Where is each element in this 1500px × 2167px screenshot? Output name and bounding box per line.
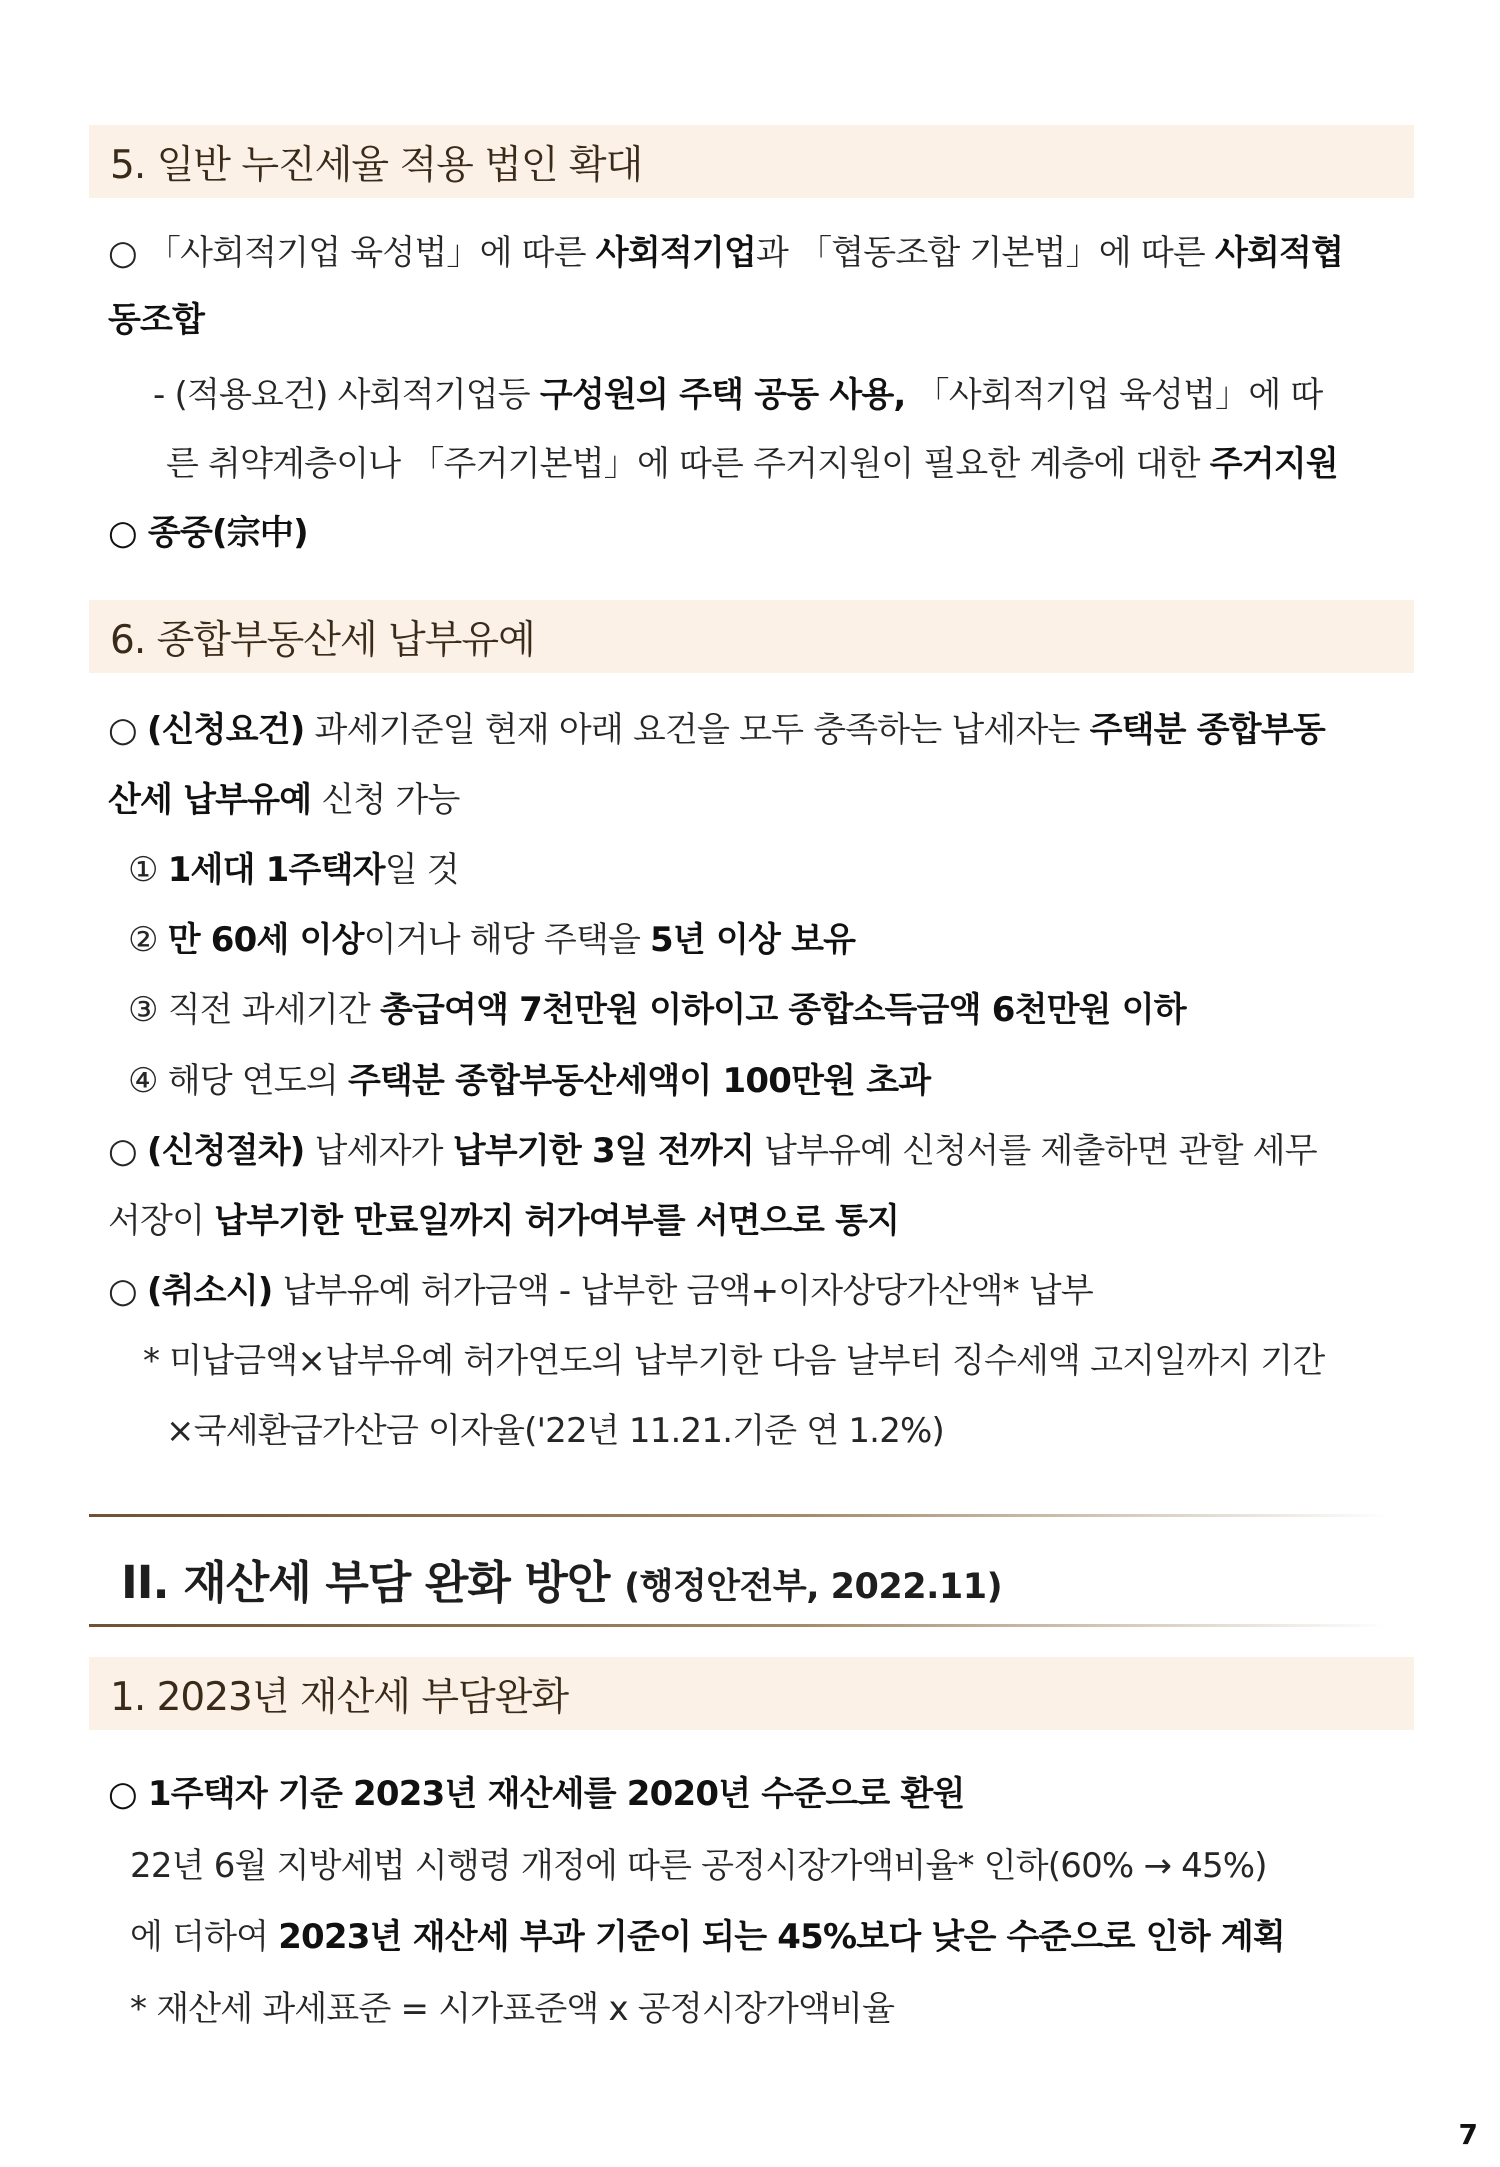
s5-dash-item-cont	[166, 441, 1338, 487]
text-run: ③ 직전 과세기간	[128, 990, 380, 1030]
bold-run: 동조합	[108, 300, 205, 340]
text-run: ○	[108, 1271, 147, 1311]
bold-run: ○ 종중(宗中)	[108, 513, 308, 553]
s5-paragraph-1	[108, 230, 1343, 276]
text-run: ④ 해당 연도의	[128, 1061, 348, 1101]
p2s1-footnote: * 재산세 과세표준 = 시가표준액 x 공정시장가액비율	[130, 1989, 895, 2029]
part-2-section-1-title: 1. 2023년 재산세 부담완화	[110, 1674, 569, 1720]
bold-run: 구성원의 주택 공동 사용,	[539, 375, 906, 415]
page-number: 7	[1458, 2118, 1478, 2151]
bold-run: 사회적협	[1214, 233, 1344, 273]
s5-paragraph-2	[108, 510, 308, 556]
s6-paragraph-1-cont	[108, 777, 460, 823]
section-6-title: 6. 종합부동산세 납부유예	[110, 617, 535, 663]
text-run: 과 「협동조합 기본법」에 따른	[756, 233, 1215, 273]
s6-footnote-1: * 미납금액×납부유예 허가연도의 납부기한 다음 날부터 징수세액 고지일까지 기간	[143, 1341, 1325, 1381]
text-run: 신청 가능	[311, 780, 460, 820]
s5-paragraph-1-cont	[108, 297, 204, 343]
divider-bottom	[89, 1624, 1389, 1627]
section-6-header	[89, 600, 1414, 673]
p2s1-line-2	[130, 1914, 1285, 1960]
part-2-title-text: II. 재산세 부담 완화 방안	[121, 1556, 610, 1609]
s6-footnote-2: ×국세환급가산금 이자율('22년 11.21.기준 연 1.2%)	[166, 1411, 944, 1451]
text-run: ○ 「사회적기업 육성법」에 따른	[108, 233, 596, 273]
text-run: 에 더하여	[130, 1917, 279, 1957]
s6-condition-2	[128, 917, 855, 963]
bold-run: 2023년 재산세 부과 기준이 되는 45%보다 낮은 수준으로 인하 계획	[278, 1917, 1285, 1957]
bold-run: 총급여액 7천만원 이하이고 종합소득금액 6천만원 이하	[379, 990, 1186, 1030]
p2s1-paragraph-1	[108, 1771, 965, 1817]
bold-run: 주택분 종합부동	[1089, 710, 1325, 750]
bold-run: 1세대 1주택자	[167, 850, 385, 890]
bold-run: 납부기한 3일 전까지	[452, 1131, 755, 1171]
text-run: 이거나 해당 주택을	[363, 920, 651, 960]
bold-run: (취소시)	[146, 1271, 273, 1311]
text-run: 른 취약계층이나 「주거기본법」에 따른 주거지원이 필요한 계층에 대한	[166, 444, 1210, 484]
bold-run: (신청요건)	[146, 710, 305, 750]
s6-condition-1	[128, 847, 459, 893]
text-run: 납부유예 신청서를 제출하면 관할 세무	[754, 1131, 1317, 1171]
s6-paragraph-1	[108, 707, 1325, 753]
bold-run: 사회적기업	[595, 233, 757, 273]
s6-condition-4	[128, 1058, 930, 1104]
p2s1-line-1: 22년 6월 지방세법 시행령 개정에 따른 공정시장가액비율* 인하(60% → 45%)	[130, 1846, 1267, 1886]
bold-run: ○ 1주택자 기준 2023년 재산세를 2020년 수준으로 환원	[108, 1774, 965, 1814]
divider-top	[89, 1514, 1389, 1517]
bold-run: 주거지원	[1209, 444, 1338, 484]
text-run: ○	[108, 1131, 147, 1171]
section-5-header	[89, 125, 1414, 198]
bold-run: 납부기한 만료일까지 허가여부를 서면으로 통지	[214, 1201, 900, 1241]
s6-condition-3	[128, 987, 1186, 1033]
bold-run: 만 60세 이상	[167, 920, 364, 960]
text-run: 일 것	[384, 850, 459, 890]
bold-run: 산세 납부유예	[108, 780, 312, 820]
part-2-title	[121, 1546, 1002, 1611]
s6-paragraph-3	[108, 1268, 1093, 1314]
bold-run: 5년 이상 보유	[650, 920, 856, 960]
text-run: ①	[128, 850, 168, 890]
text-run: - (적용요건) 사회적기업등	[153, 375, 540, 415]
s5-dash-item	[153, 372, 1322, 418]
bold-run: 주택분 종합부동산세액이 100만원 초과	[347, 1061, 931, 1101]
text-run: ②	[128, 920, 168, 960]
s6-paragraph-2	[108, 1128, 1317, 1174]
text-run: ○	[108, 710, 147, 750]
text-run: 납세자가	[304, 1131, 453, 1171]
text-run: 서장이	[108, 1201, 215, 1241]
bold-run: (신청절차)	[146, 1131, 305, 1171]
part-2-section-1-header	[89, 1657, 1414, 1730]
text-run: 과세기준일 현재 아래 요건을 모두 충족하는 납세자는	[304, 710, 1090, 750]
section-5-title: 5. 일반 누진세율 적용 법인 확대	[110, 142, 643, 188]
text-run: 「사회적기업 육성법」에 따	[905, 375, 1323, 415]
part-2-subtitle: (행정안전부, 2022.11)	[624, 1567, 1003, 1607]
text-run: 납부유예 허가금액 - 납부한 금액+이자상당가산액* 납부	[272, 1271, 1093, 1311]
s6-paragraph-2-cont	[108, 1198, 899, 1244]
